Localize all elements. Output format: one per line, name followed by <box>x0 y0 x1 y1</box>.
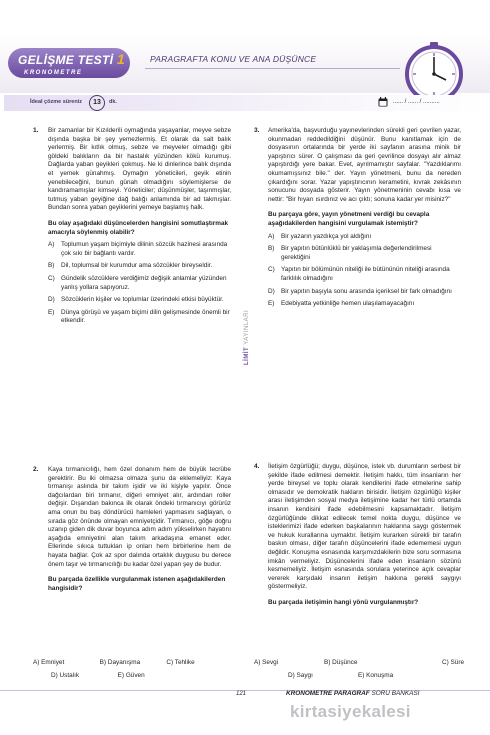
option-1b[interactable] <box>48 262 231 271</box>
option-text: Güven <box>125 671 145 679</box>
question-4-prompt: Bu parçada iletişimin hangi yönü vurgulanmıştır? <box>268 598 419 606</box>
option-letter: E) <box>358 671 365 679</box>
option-letter: B) <box>48 262 55 270</box>
publisher-rest: YAYINLARI <box>244 309 250 345</box>
question-1-number: 1. <box>33 127 39 134</box>
option-text: Gündelik sözcüklere verdiğimiz değişik anlamlar yüzünden yanlış yollara sapıyoruz. <box>61 274 227 291</box>
option-2c[interactable] <box>166 659 233 668</box>
option-text: Tehlike <box>174 659 195 666</box>
option-4d[interactable] <box>254 672 324 681</box>
option-letter: D) <box>48 296 55 304</box>
option-text: Bir yazarın yazdıkça yol aldığını <box>281 232 372 240</box>
option-text: Yapıtın bir bölümünün niteliği ile bütününün niteliği arasında farklılık olmadığını <box>281 266 450 282</box>
topic-underline <box>145 68 400 69</box>
page-header <box>0 0 490 110</box>
option-2a[interactable] <box>33 659 100 668</box>
option-text: Edebiyatta yetkinliğe hemen ulaşılamayacağını <box>281 300 415 308</box>
option-text: Dil, toplumsal bir kurumdur ama sözcükler bireyseldir. <box>61 262 213 270</box>
question-4-text: İletişim özgürlüğü; duygu, düşünce, istek vb. durumların serbest bir şekilde ifade edilmesi demektir. İletişim hakkı, tüm insanların her yerde bireysel ve toplu olarak kendilerini ifade etmelerine sahip olmasıdır ve demokratik hakların birisidir. İletişim özgürlüğü kişiler arası iletişimden sosyal medya iletişimine kadar her türlü ortamda insanın kendisini ifade edebilmesini kapsamaktadır. İletişim özgürlüğünde dikkat edilecek temel nokta duygu, düşünce ve isteklerimizi ifade ederken başkalarının haklarına saygı göstermek ve hukuk kurallarına uymaktır. İletişim kurarken sürekli bir tarafın baskın olması, diğer tarafın düşüncelerini ifade edememesi uygun değildir. Konuşma esnasında karşımızdakilerin bize soru sormasına imkân vermeliyiz. Düşüncelerini ifade eden insanların sözünü kesmemeliyiz. İletişim esnasında sorulara yeterince açık cevaplar vererek karşıdaki insanın iletişim hakkına gerekli saygıyı göstermeliyiz. <box>268 463 461 591</box>
footer-brand <box>286 690 419 697</box>
question-2-options <box>33 651 233 680</box>
option-3b[interactable] <box>268 245 461 262</box>
calendar-icon <box>378 97 388 107</box>
option-text: Sözcüklerin kişiler ve toplumlar üzerindeki etkisi büyüktür. <box>61 296 224 304</box>
option-2d[interactable] <box>33 672 100 681</box>
option-letter: E) <box>48 308 55 316</box>
question-1 <box>48 127 231 326</box>
option-letter: D) <box>268 287 275 295</box>
question-3-prompt: Bu parçaya göre, yayın yönetmeni verdiği bu cevapla aşağıdakilerden hangisini vurgulamak istemiştir? <box>268 211 430 227</box>
question-3 <box>268 127 461 309</box>
option-text: Konuşma <box>366 671 394 679</box>
option-3a[interactable] <box>268 233 461 242</box>
question-4-options <box>254 651 464 680</box>
option-4b[interactable] <box>324 659 394 668</box>
option-letter: A) <box>33 659 40 666</box>
question-3-number: 3. <box>254 127 260 134</box>
option-3c[interactable] <box>268 266 461 283</box>
option-text: Saygı <box>296 671 313 679</box>
ideal-time-label: İdeal çözme süreniz <box>30 99 82 105</box>
question-1-text: Bir zamanlar bir Kızılderili oymağında yaşayanlar, meyve sebze dışında başka bir şey yemezlermiş. Et olarak da salt balık yerlermiş. Bir kıtlık olmuş, sebze ve meyveler olmadığı gibi göldeki balıkların da bir hastalık yüzünden kökü kurumuş. Dağlarda yaban geyikleri çokmuş. Ne ki dinlerince balık dışında et yemek günahmış. Oymağın yöneticileri, geyik etinin yenebileceğini, bunun günah olmadığını söylemişlerse de kandıramamışlar kimseyi. Yöneticiler; düşünmüşler, taşınmışlar, tutmuş yaban geyiğine dağ balığı anlamında bir ad takmışlar. Bundan sonra yaban geyiklerini yemeye başlamış halk. <box>48 127 231 212</box>
option-letter: A) <box>268 232 275 240</box>
option-letter: B) <box>99 659 107 666</box>
option-1d[interactable] <box>48 296 231 305</box>
option-1a[interactable] <box>48 241 231 258</box>
option-text: Emniyet <box>41 659 65 666</box>
option-letter: D) <box>288 671 295 679</box>
option-4c[interactable] <box>394 659 464 668</box>
option-text: Bir yapıtın başıyla sonu arasında içeriksel bir fark olmadığını <box>281 287 452 295</box>
ideal-time-value: 13 <box>89 95 105 111</box>
option-text: Bir yapıtın bütünlüklü bir yaklaşımla değerlendirilmesi gerektiğini <box>281 245 432 261</box>
date-field: ...... / ...... / .......... <box>393 99 440 105</box>
option-letter: B) <box>268 245 275 253</box>
question-2-text: Kaya tırmanıcılığı, hem özel donanım hem de büyük tecrübe gerektirir. Bu iki olmazsa olmaza şunu da eklemeliyiz: Kaya tırmanışı aslında bir takım işidir ve iki kişiyle yapılır. Önce dağcılardan biri tırmanır, diğeri emniyet alır, ardından roller değişir. Dışarıdan bakınca ilk olarak öndeki tırmanıcıyı görürüz ama onun bu baş döndürücü hamleleri yapmasını sağlayan, o sırada göz önünde olmayan emniyetçidir. Tırmanıcı, göğe doğru uzanıp giden dik duvar boyunca adım adım yükselirken hayatını aşağıda emniyetini alan takım arkadaşına emanet eder. Ellerinde sıkıca tuttukları ip onları hem birbirlerine hem de hayata bağlar. Çok az spor dalında ortaklık duygusu bu derece önem taşır ve tırmanıcılığı bu kadar özel yapan şey de budur. <box>48 466 231 568</box>
option-1e[interactable] <box>48 309 231 326</box>
series-number: 1 <box>116 51 125 67</box>
option-1c[interactable] <box>48 275 231 292</box>
option-letter: E) <box>117 671 125 679</box>
option-text: Dünya görüşü ve yaşam biçimi dilin gelişmesinde önemli bir etkendir. <box>61 308 230 325</box>
watermark: kirtasiyekalesi <box>290 702 411 721</box>
option-letter: E) <box>268 300 275 308</box>
option-text: Ustalık <box>59 671 80 679</box>
question-1-prompt: Bu olay aşağıdaki düşüncelerden hangisini somutlaştırmak amacıyla söylenmiş olabilir? <box>48 219 229 236</box>
option-letter: B) <box>324 659 331 666</box>
option-text: Süre <box>450 659 464 666</box>
ideal-time-unit: dk. <box>109 99 117 105</box>
footer-brand-rest: SORU BANKASI <box>371 690 420 697</box>
option-letter: C) <box>48 274 55 282</box>
option-letter: C) <box>268 266 275 274</box>
option-text: Sevgi <box>262 659 279 666</box>
option-3e[interactable] <box>268 300 461 309</box>
option-letter: D) <box>51 671 58 679</box>
option-4a[interactable] <box>254 659 324 668</box>
question-2 <box>48 466 231 593</box>
option-letter: A) <box>48 241 55 249</box>
publisher-brand: LİMİT <box>244 346 250 365</box>
option-text: Dayanışma <box>107 659 141 666</box>
series-subtitle: KRONOMETRE <box>24 70 83 76</box>
footer-brand-bold: KRONOMETRE PARAGRAF <box>286 690 370 697</box>
series-title: GELİŞME TESTİ 1 <box>18 51 125 67</box>
option-4e[interactable] <box>324 672 394 681</box>
publisher-side-label <box>244 310 250 365</box>
question-4 <box>268 463 461 608</box>
option-letter: C) <box>166 659 174 666</box>
question-2-prompt: Bu parçada özellikle vurgulanmak istenen aşağıdakilerden hangisidir? <box>48 576 226 592</box>
option-3d[interactable] <box>268 288 461 297</box>
question-4-number: 4. <box>254 463 260 470</box>
option-text: Düşünce <box>332 659 358 666</box>
page-number: 121 <box>236 691 247 697</box>
question-3-text: Amerika'da, başvurduğu yayınevlerinden sürekli geri çevrilen yazar, okunmadan reddedildiğini düşünür. Bunu kanıtlamak için de dosyasının ortalarında bir yerde iki sayfanın arasına minik bir yapıştırıcı sürer. O çalışması da geri çevrilince dosyayı alır almaz yapıştırdığı yere bakar. Evet, ayrılmamıştır sayfalar. "Yazdıklarımı okumamışsınız bile." der. Yayın yönetmeni, bunu da nereden çıkardığını sorar. Yazar yapıştırıcının kerametini, kıvrak zekâsının sonucunu dosyada gösterir. Yayın yönetmeninin cevabı kısa ve nettir: "Bir hıyarı ısırdınız ve acı çıktı; sonuna kadar yer misiniz?" <box>268 127 461 203</box>
option-2e[interactable] <box>100 672 167 681</box>
option-2b[interactable] <box>100 659 167 668</box>
topic-title: PARAGRAFTA KONU VE ANA DÜŞÜNCE <box>150 54 317 64</box>
question-2-number: 2. <box>33 466 39 473</box>
option-text: Toplumun yaşam biçimiyle dilinin sözcük hazinesi arasında çok sıkı bir bağlantı vardır. <box>61 241 228 257</box>
option-letter: A) <box>254 659 261 666</box>
option-letter: C) <box>441 659 449 666</box>
